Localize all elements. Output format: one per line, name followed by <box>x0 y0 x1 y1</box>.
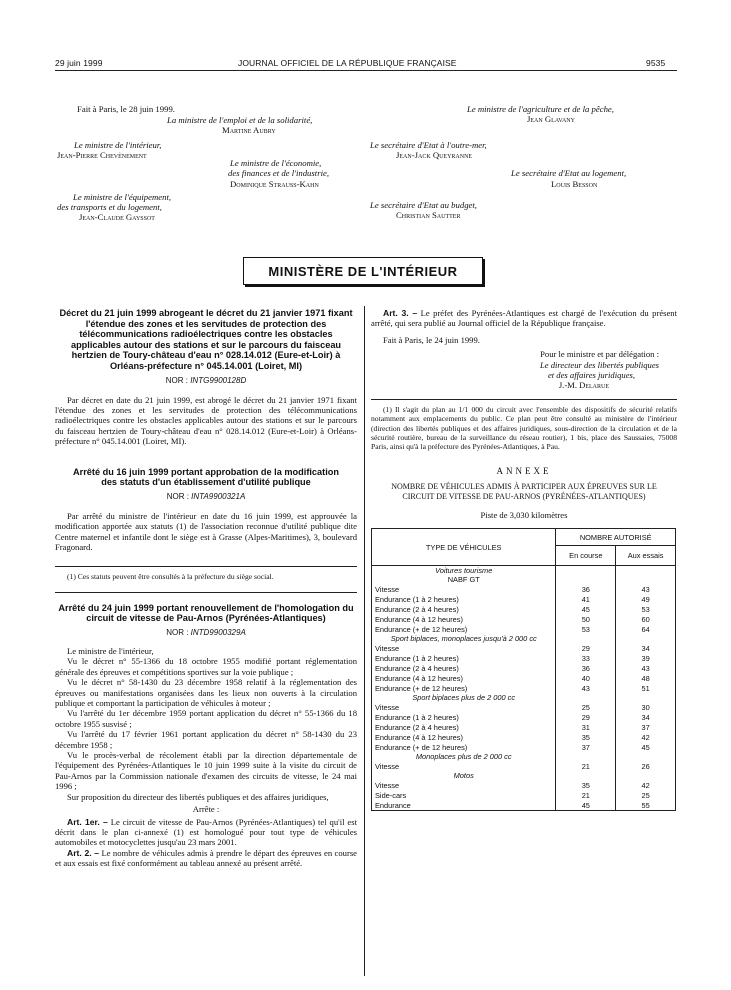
signature-agriculture-name: Jean Glavany <box>527 114 575 124</box>
signature-date: Fait à Paris, le 28 juin 1999. <box>77 104 175 114</box>
table-group-sub-row <box>372 575 676 584</box>
table-cell-label <box>372 683 556 693</box>
table-cell-course: 45 <box>556 800 616 811</box>
signature-agriculture-role: Le ministre de l'agriculture et de la pêche, <box>467 104 614 114</box>
table-group-name: Sport biplaces plus de 2 000 cc <box>372 693 556 702</box>
signature-economie-name: Dominique Strauss-Kahn <box>230 179 319 189</box>
vehicles-table-body <box>372 566 676 811</box>
table-cell-essais: 25 <box>641 790 650 800</box>
table-cell-essais: 42 <box>641 780 650 790</box>
signature-interieur-role: Le ministre de l'intérieur, <box>74 140 162 150</box>
col-course-header: En course <box>556 545 616 566</box>
table-cell-essais: 48 <box>641 673 650 683</box>
table-cell-essais: 37 <box>641 722 650 732</box>
table-cell-label <box>372 780 556 790</box>
table-cell-course: 40 <box>556 673 616 683</box>
table-cell-label <box>372 584 556 594</box>
col-essais-header: Aux essais <box>616 545 676 566</box>
table-cell-essais: 42 <box>641 732 650 742</box>
arrete2-sign4: J.-M. Delarue <box>558 380 609 391</box>
table-cell-label <box>372 594 556 604</box>
table-cell-label <box>372 732 556 742</box>
table-group-name: Monoplaces plus de 2 000 cc <box>372 752 556 761</box>
table-row <box>372 624 676 634</box>
row-label: Endurance (1 à 2 heures) <box>375 653 459 663</box>
table-row <box>372 780 676 790</box>
table-cell-course: 35 <box>556 780 616 790</box>
arrete2-art1: Art. 1er. – Le circuit de vitesse de Pau-Arnos (Pyrénées-Atlantiques) tel qu'il est décrit dans le plan ci-annexé (1) est homologué pour tout type de véhicules automobiles et motocyclettes jusqu'au 23 mars 2001. <box>55 816 357 848</box>
col-type-header: TYPE DE VÉHICULES <box>372 529 556 566</box>
table-group-spacer <box>616 752 676 761</box>
table-cell-course: 43 <box>556 683 616 693</box>
table-group-subname: NABF GT <box>372 575 556 584</box>
row-label: Endurance (2 à 4 heures) <box>375 604 459 614</box>
table-cell-course: 37 <box>556 742 616 752</box>
row-label: Vitesse <box>375 584 400 594</box>
table-cell-course: 36 <box>556 584 616 594</box>
table-cell-essais: 34 <box>641 643 650 653</box>
table-cell-essais: 30 <box>641 702 650 712</box>
row-label: Endurance (2 à 4 heures) <box>375 663 459 673</box>
table-cell-label <box>372 761 556 771</box>
table-cell-label <box>372 663 556 673</box>
vehicles-table <box>371 528 676 811</box>
table-cell-course: 36 <box>556 663 616 673</box>
table-group-spacer <box>616 771 676 780</box>
table-group-spacer <box>616 634 676 643</box>
table-cell-essais: 49 <box>641 594 650 604</box>
row-label: Endurance (+ de 12 heures) <box>375 683 468 693</box>
arrete2-art2: Art. 2. – Le nombre de véhicules admis à prendre le départ des épreuves en course et aux essais est fixé conformément au tableau annexé au présent arrêté. <box>55 847 357 869</box>
table-cell-essais: 60 <box>641 614 650 624</box>
row-label: Endurance (2 à 4 heures) <box>375 722 459 732</box>
arrete1-title: Arrêté du 16 juin 1999 portant approbation de la modification des statuts d'un établissement d'utilité publique <box>73 466 339 488</box>
table-group-row <box>372 634 676 643</box>
column-divider <box>364 306 365 976</box>
row-label: Vitesse <box>375 702 400 712</box>
table-cell-label <box>372 643 556 653</box>
footnote-rule <box>55 566 357 567</box>
table-group-spacer <box>556 575 616 584</box>
arrete1-body: Par arrêté du ministre de l'intérieur en date du 16 juin 1999, est approuvée la modification apportée aux statuts (1) de l'association reconnue d'utilité publique dite Centre maternel et infantile dont le siège est à Grasse (Alpes-Maritimes), 3, boulevard Fragonard. <box>55 510 357 552</box>
signature-equipement-role-2: des transports et du logement, <box>57 202 162 212</box>
footnote-rule-right <box>371 399 677 400</box>
ministry-heading: MINISTÈRE DE L'INTÉRIEUR <box>243 257 483 285</box>
row-label: Side-cars <box>375 790 407 800</box>
table-cell-label <box>372 653 556 663</box>
decret-nor: NOR : INTG9900128D <box>165 375 247 385</box>
journal-title: JOURNAL OFFICIEL DE LA RÉPUBLIQUE FRANÇAISE <box>238 58 457 68</box>
table-row <box>372 594 676 604</box>
table-row <box>372 643 676 653</box>
header-date: 29 juin 1999 <box>55 58 103 68</box>
page-number: 9535 <box>646 58 666 68</box>
arrete2-title: Arrêté du 24 juin 1999 portant renouvellement de l'homologation du circuit de vitesse de Pau-Arnos (Pyrénées-Atlantiques) <box>58 602 354 624</box>
signature-economie-role-1: Le ministre de l'économie, <box>230 158 322 168</box>
table-row <box>372 732 676 742</box>
arrete2-arrete: Arrête : <box>192 804 220 815</box>
table-cell-essais: 55 <box>641 800 650 810</box>
table-cell-course: 41 <box>556 594 616 604</box>
arrete2-sign1: Pour le ministre et par délégation : <box>540 349 659 360</box>
table-row <box>372 712 676 722</box>
table-cell-course: 45 <box>556 604 616 614</box>
table-cell-label <box>372 673 556 683</box>
signature-emploi-name: Martine Aubry <box>222 125 276 135</box>
table-cell-label <box>372 800 556 811</box>
table-row <box>372 653 676 663</box>
table-cell-course: 29 <box>556 643 616 653</box>
table-group-spacer <box>556 771 616 780</box>
arrete2-nor: NOR : INTD9900329A <box>166 628 246 637</box>
arrete2-fait: Fait à Paris, le 24 juin 1999. <box>383 334 480 345</box>
signature-logement-name: Louis Besson <box>551 179 598 189</box>
table-cell-essais: 26 <box>641 761 650 771</box>
row-label: Endurance (1 à 2 heures) <box>375 594 459 604</box>
decret-title: Décret du 21 juin 1999 abrogeant le décret du 21 janvier 1971 fixant l'étendue des zones et les servitudes de protection des télécommunications radioélectriques contre les obstacles applicables autour des stations et sur le parcours du faisceau hertzien de Toury-château d'eau n° 028.14.012 (Eure-et-Loir) à Orléans-préfecture n° 045.14.001 (Loiret, MI) <box>59 308 353 371</box>
arrete2-sign3: et des affaires juridiques, <box>547 370 635 381</box>
table-cell-course: 21 <box>556 790 616 800</box>
signature-emploi-role: La ministre de l'emploi et de la solidarité, <box>167 115 313 125</box>
table-row <box>372 604 676 614</box>
table-cell-essais: 43 <box>641 584 650 594</box>
row-label: Endurance (4 à 12 heures) <box>375 673 463 683</box>
signature-interieur-name: Jean-Pierre Chevènement <box>57 150 147 160</box>
table-cell-label <box>372 722 556 732</box>
table-group-row <box>372 752 676 761</box>
arrete2-p3: Vu l'arrêté du 1er décembre 1959 portant application du décret n° 55-1366 du 18 octobre 1955 susvisé ; <box>55 708 357 729</box>
table-group-row <box>372 771 676 780</box>
table-cell-label <box>372 604 556 614</box>
arrete2-p5: Vu le procès-verbal de récolement établi par la direction départementale de l'équipement des Pyrénées-Atlantiques le 10 juin 1999 suite à la visite du circuit de Pau-Arnos par la Commission nationale d'examen des circuits de vitesse, le 24 mai 1996 ; <box>55 750 357 792</box>
col-nombre-header: NOMBRE AUTORISÉ <box>556 529 676 545</box>
table-cell-course: 35 <box>556 732 616 742</box>
annexe-title: ANNEXE <box>496 465 552 476</box>
annexe-piste: Piste de 3,030 kilomètres <box>480 510 568 521</box>
table-group-spacer <box>556 752 616 761</box>
table-cell-course: 29 <box>556 712 616 722</box>
row-label: Vitesse <box>375 780 400 790</box>
table-row <box>372 790 676 800</box>
signature-budget-role: Le secrétaire d'Etat au budget, <box>370 200 477 210</box>
table-row <box>372 800 676 811</box>
table-row <box>372 702 676 712</box>
table-row <box>372 673 676 683</box>
row-label: Endurance (+ de 12 heures) <box>375 742 468 752</box>
header-rule <box>55 70 677 71</box>
signature-logement-role: Le secrétaire d'Etat au logement, <box>511 168 627 178</box>
signature-outremer-name: Jean-Jack Queyranne <box>396 150 473 160</box>
table-group-spacer <box>556 693 616 702</box>
table-cell-essais: 43 <box>641 663 650 673</box>
row-label: Vitesse <box>375 761 400 771</box>
table-cell-essais: 53 <box>641 604 650 614</box>
table-group-name: Motos <box>372 771 556 780</box>
arrete2-art3: Art. 3. – Le préfet des Pyrénées-Atlantiques est chargé de l'exécution du présent arrêté, qui sera publié au Journal officiel de la République française. <box>371 308 677 329</box>
table-cell-label <box>372 790 556 800</box>
table-group-name: Sport biplaces, monoplaces jusqu'à 2 000 cc <box>372 634 556 643</box>
table-group-name: Voitures tourisme <box>372 566 556 576</box>
table-cell-label <box>372 614 556 624</box>
table-row <box>372 683 676 693</box>
table-cell-essais: 51 <box>641 683 650 693</box>
signature-economie-role-2: des finances et de l'industrie, <box>228 168 330 178</box>
signature-outremer-role: Le secrétaire d'Etat à l'outre-mer, <box>370 140 487 150</box>
arrete2-p0: Le ministre de l'intérieur, <box>67 646 154 656</box>
signature-equipement-role-1: Le ministre de l'équipement, <box>73 192 172 202</box>
table-group-spacer <box>616 575 676 584</box>
table-row <box>372 614 676 624</box>
table-group-spacer <box>616 566 676 576</box>
table-cell-label <box>372 702 556 712</box>
table-row <box>372 742 676 752</box>
table-cell-course: 50 <box>556 614 616 624</box>
row-label: Endurance (4 à 12 heures) <box>375 732 463 742</box>
arrete1-nor: NOR : INTA9900321A <box>166 491 246 501</box>
table-cell-label <box>372 742 556 752</box>
row-label: Vitesse <box>375 643 400 653</box>
table-cell-essais: 39 <box>641 653 650 663</box>
table-cell-course: 21 <box>556 761 616 771</box>
table-group-spacer <box>616 693 676 702</box>
table-cell-course: 31 <box>556 722 616 732</box>
decret-body: Par décret en date du 21 juin 1999, est abrogé le décret du 21 janvier 1971 fixant l'étendue des zones et les servitudes de protection des télécommunications radioélectriques contre les obstacles applicables autour des stations et sur le parcours du faisceau hertzien de Toury-château d'eau n° 028.14.012 (Eure-et-Loir) à Orléans-préfecture n° 045.14.001 (Loiret, MI). <box>55 394 357 447</box>
table-row <box>372 761 676 771</box>
signature-budget-name: Christian Sautter <box>396 210 461 220</box>
table-group-spacer <box>556 566 616 576</box>
arrete2-p4: Vu l'arrêté du 17 février 1961 portant application du décret n° 58-1430 du 23 décembre 1958 ; <box>55 729 357 750</box>
table-cell-label <box>372 712 556 722</box>
table-group-row <box>372 566 676 576</box>
table-cell-essais: 34 <box>641 712 650 722</box>
arrete2-p6: Sur proposition du directeur des libertés publiques et des affaires juridiques, <box>67 791 329 802</box>
arrete2-p2: Vu le décret n° 58-1430 du 23 décembre 1958 relatif à la réglementation des épreuves ou manifestations organisées dans les lieux non ouverts à la circulation publique et comportant la participation de véhicules à moteur ; <box>55 677 357 709</box>
table-row <box>372 722 676 732</box>
annexe-subtitle: NOMBRE DE VÉHICULES ADMIS À PARTICIPER AUX ÉPREUVES SUR LE CIRCUIT DE VITESSE DE PAU-ARNOS (PYRÉNÉES-ATLANTIQUES) <box>391 481 657 501</box>
row-label: Endurance <box>375 800 411 810</box>
row-label: Endurance (+ de 12 heures) <box>375 624 468 634</box>
table-cell-course: 25 <box>556 702 616 712</box>
row-label: Endurance (1 à 2 heures) <box>375 712 459 722</box>
arrete1-footnote: (1) Ces statuts peuvent être consultés à la préfecture du siège social. <box>67 572 274 582</box>
table-group-row <box>372 693 676 702</box>
table-group-spacer <box>556 634 616 643</box>
section-rule <box>55 592 357 593</box>
arrete2-p1: Vu le décret n° 55-1366 du 18 octobre 1955 modifié portant réglementation générale des épreuves et compétitions sportives sur la voie publique ; <box>55 656 357 677</box>
table-row <box>372 663 676 673</box>
table-cell-course: 33 <box>556 653 616 663</box>
arrete2-sign2: Le directeur des libertés publiques <box>539 359 659 370</box>
arrete2-footnote: (1) Il s'agit du plan au 1/1 000 du circuit avec l'ensemble des dispositifs de sécurité relatifs notamment aux emplacements du public. Ce plan peut être consulté au ministère de l'intérieur (direction des libertés publiques et des affaires juridiques, sous-direction de la circulation et de la sécurité routière, bureau de la surveillance du réseau routier), 1 bis, place des Saussaies, 75008 Paris, ainsi qu'à la préfecture des Pyrénées-Atlantiques, à Pau. <box>371 404 677 452</box>
table-cell-label <box>372 624 556 634</box>
table-cell-essais: 45 <box>641 742 650 752</box>
table-cell-course: 53 <box>556 624 616 634</box>
table-row <box>372 584 676 594</box>
signature-equipement-name: Jean-Claude Gayssot <box>79 212 155 222</box>
row-label: Endurance (4 à 12 heures) <box>375 614 463 624</box>
table-cell-essais: 64 <box>641 624 650 634</box>
